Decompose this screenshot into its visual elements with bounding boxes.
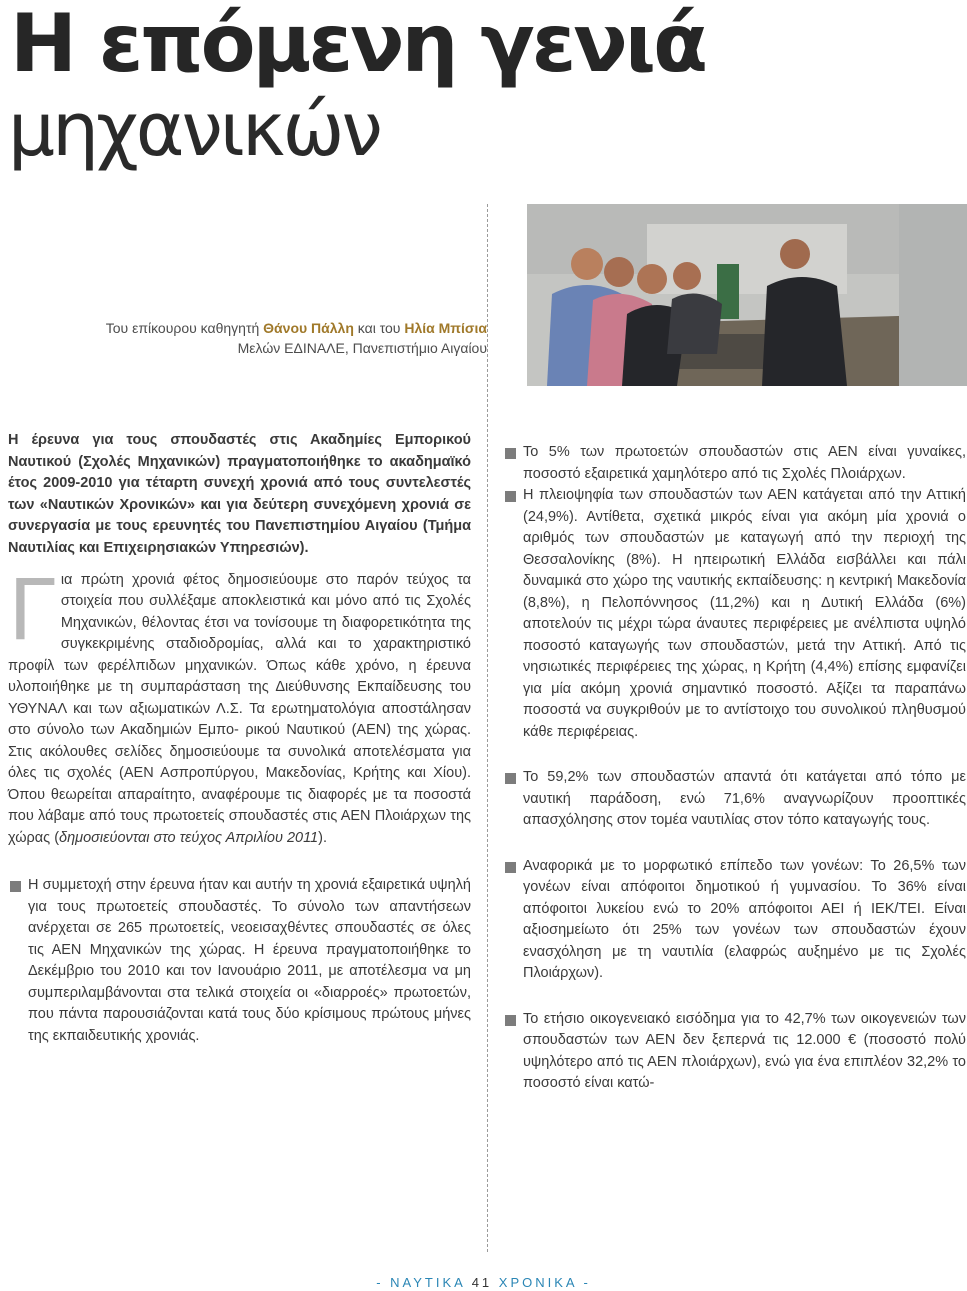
byline-middle: και του xyxy=(353,320,405,336)
intro-paragraph xyxy=(8,560,471,850)
bullet-parents-education: Αναφορικά με το μορφωτικό επίπεδο των γονέων: Το 26,5% των γονέων είναι απόφοιτοι δημοτικού ή γυμνασίου. Το 36% είναι απόφοιτοι λυκείου ενώ το 20% απόφοιτοι ΑΕΙ ή ΙΕΚ/ΤΕΙ. Είναι αξιοσημείωτο ότι 25% των γονέων των σπουδαστών έχουν ενασχόληση με τη ναυτιλία (ελαφρώς αυξημένο με τις Σχολές Πλοιάρχων). xyxy=(503,856,966,985)
lead-paragraph: Η έρευνα για τους σπουδαστές στις Ακαδημίες Εμπορικού Ναυτικού (Σχολές Μηχανικών) πραγματοποιήθηκε το ακαδημαϊκό έτος 2009-2010 για τέταρτη συνεχή χρονιά από τους συντελεστές των «Ναυτικών Χρονικών» και για δεύτερη συνεχόμενη χρονιά σε συνεργασία με τους ερευνητές του Πανεπιστημίου Αιγαίου (Τμήμα Ναυτιλίας και Επιχειρησιακών Υπηρεσιών). xyxy=(8,432,471,556)
bullet-women: Το 5% των πρωτοετών σπουδαστών στις ΑΕΝ είναι γυναίκες, ποσοστό εξαιρετικά χαμηλότερο από τις Σχολές Πλοιάρχων. xyxy=(503,442,966,485)
article-subtitle: μηχανικών xyxy=(8,87,380,173)
byline-affiliation: Μελών ΕΔΙΝΑΛΕ, Πανεπιστήμιο Αιγαίου xyxy=(237,340,487,356)
drop-cap: Γ xyxy=(8,560,55,659)
intro-text: ια πρώτη χρονιά φέτος δημοσιεύουμε στο παρόν τεύχος τα στοιχεία που συλλέξαμε αποκλειστικά και μόνο από τις Σχολές Μηχανικών, θέλοντας έτσι να τονίσουμε τη διαφορετικότητα της συγκεκριμένης σταδιοδρομίας, αλλά και το χαρακτηριστικό προφίλ των φερέλπιδων μηχανικών. Όπως κάθε χρόνο, η έρευνα υλοποιήθηκε με τη συμπαράσταση της Διεύθυνσης Εκπαίδευσης του ΥΘΥΝΑΛ και των αξιωματικών Λ.Σ. Τα ερωτηματολόγια αποστάλησαν στο σύνολο των Ακαδημιών Εμπο- ρικού Ναυτικού (ΑΕΝ) της χώρας. Στις ακόλουθες σελίδες δημοσιεύουμε τα συνολικά αποτελέσματα για όλες τις σχολές (ΑΕΝ Ασπροπύργου, Μακεδονίας, Κρήτης και Χίου). Όπου θεωρείται απαραίτητο, αναφέρουμε τις διαφορές με τα ποσοστά που λάβαμε από τους πρωτοετείς σπουδαστές στις ΑΕΝ Πλοιάρχων της χώρας ( xyxy=(8,571,471,846)
issue-reference: δημοσιεύονται στο τεύχος Απριλίου 2011 xyxy=(59,829,319,846)
bullet-maritime-tradition: Το 59,2% των σπουδαστών απαντά ότι κατάγεται από τόπο με ναυτική παράδοση, ενώ 71,6% αναγνωρίζουν προοπτικές απασχόλησης στον τομέα ναυτιλίας στον τόπο καταγωγής τους. xyxy=(503,767,966,832)
author-pallis: Θάνου Πάλλη xyxy=(263,320,354,336)
right-column xyxy=(503,442,966,1095)
author-bisias: Ηλία Μπίσια xyxy=(404,320,487,336)
footer-left: - ΝΑΥΤΙΚΑ xyxy=(376,1275,472,1290)
page-number: 41 xyxy=(471,1275,493,1290)
bullet-family-income: Το ετήσιο οικογενειακό εισόδημα για το 42,7% των οικογενειών των σπουδαστών των ΑΕΝ δεν ξεπερνά τις 12.000 € (ποσοστό πολύ υψηλότερο από τις ΑΕΝ πλοιάρχων), ενώ για ένα επιπλέον 32,2% το ποσοστό είναι κατώ- xyxy=(503,1009,966,1095)
intro-end: ). xyxy=(318,829,327,846)
column-divider xyxy=(487,204,488,1252)
left-column xyxy=(8,430,471,1047)
byline xyxy=(106,318,487,358)
footer-right: ΧΡΟΝΙΚΑ - xyxy=(492,1275,591,1290)
byline-prefix: Του επίκουρου καθηγητή xyxy=(105,320,264,336)
bullet-origin: Η πλειοψηφία των σπουδαστών των ΑΕΝ κατάγεται από την Αττική (24,9%). Αντίθετα, σχετικά μικρός είναι για ακόμη μία χρονιά ο αριθμός των σπουδαστών με καταγωγή από την περιοχή της Θεσσαλονίκης (8%). Η ηπειρωτική Ελλάδα εισβάλλει και πάλι δυναμικά στο χώρο της ναυτικής εκπαίδευσης: η κεντρική Μακεδονία (8,8%), η Πελοπόννησος (11,2%) και η Δυτική Ελλάδα (6%) αποτελούν τις μέχρι τώρα άναυτες περιφέρειες με ανέλπιστα υψηλό ποσοστό καταγωγής των σπουδαστών, μετά την Αττική. Από τις νησιωτικές περιφέρειες της χώρας, η Κρήτη (4,4%) επίσης εμφανίζει για μία ακόμη χρονιά σημαντικό ποσοστό. Αξίζει τα παραπάνω ποσοστά να συγκριθούν με το αντίστοιχο του συνολικού πληθυσμού κάθε περιφέρειας. xyxy=(503,485,966,743)
workshop-photo-icon xyxy=(527,204,967,386)
article-title: Η επόμενη γενιά xyxy=(10,0,705,90)
page-footer xyxy=(0,1275,967,1290)
byline-authors xyxy=(106,318,487,338)
bullet-participation: Η συμμετοχή στην έρευνα ήταν και αυτήν τη χρονιά εξαιρετικά υψηλή για τους πρωτοετείς σπουδαστές. Το σύνολο των απαντήσεων ανέρχεται σε 265 πρωτοετείς, νεοεισαχθέντες σπουδαστές σε όλες τις ΑΕΝ Μηχανικών της χώρας. Η έρευνα πραγματοποιήθηκε το Δεκέμβριο του 2010 και τον Ιανουάριο 2011, με αποτέλεσμα να μη συμπεριλαμβάνονται στα τελικά στοιχεία οι «διαρροές» πρωτοετών, που πάντα παρουσιάζονται κατά τους δύο κρίσιμους πρώτους μήνες της εκπαιδευτικής χρονιάς. xyxy=(8,875,471,1047)
